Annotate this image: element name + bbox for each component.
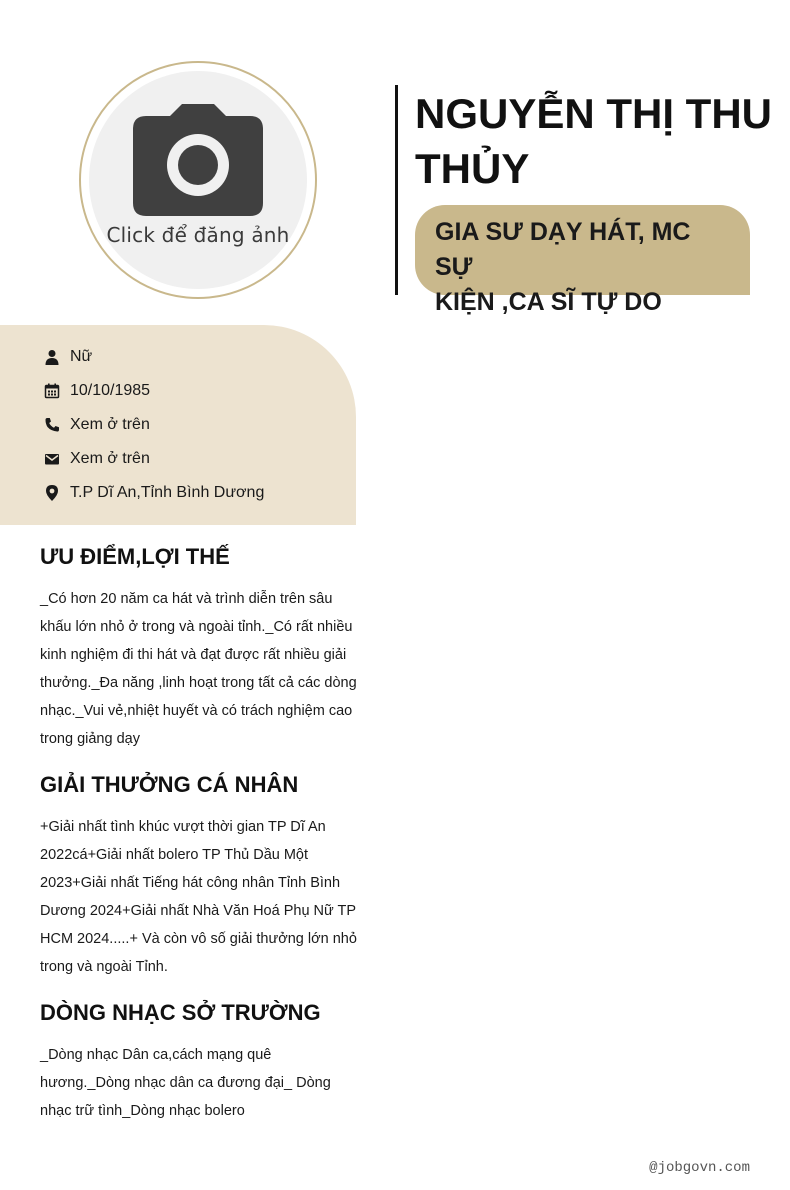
- gender-value: Nữ: [70, 348, 93, 365]
- person-icon: [40, 345, 64, 369]
- section-title-awards: GIẢI THƯỞNG CÁ NHÂN: [40, 772, 299, 797]
- contact-panel: [0, 325, 356, 525]
- section-title-music-genres: DÒNG NHẠC SỞ TRƯỜNG: [40, 1000, 321, 1025]
- location-pin-icon: [40, 481, 64, 505]
- watermark: @jobgovn.com: [649, 1160, 750, 1176]
- contact-email: [40, 447, 150, 471]
- phone-icon: [40, 413, 64, 437]
- mail-icon: [40, 447, 64, 471]
- header-divider: [395, 85, 398, 295]
- camera-icon: [132, 102, 264, 218]
- avatar-upload[interactable]: [89, 71, 307, 289]
- contact-address: [40, 481, 264, 505]
- section-body-awards: +Giải nhất tình khúc vượt thời gian TP Dĩ An 2022cá+Giải nhất bolero TP Thủ Dầu Một 2023+Giải nhất Tiếng hát công nhân Tỉnh Bình Dương 2024+Giải nhất Nhà Văn Hoá Phụ Nữ TP HCM 2024.....+ Và còn vô số giải thưởng lớn nhỏ trong và ngoài Tỉnh.: [40, 819, 357, 975]
- job-title-line: KIỆN ,CA SĨ TỰ DO: [435, 288, 662, 316]
- email-value: Xem ở trên: [70, 450, 150, 467]
- job-title-badge: [415, 205, 750, 316]
- contact-birthday: [40, 379, 150, 403]
- job-title-line: GIA SƯ DẠY HÁT, MC SỰ: [435, 218, 691, 281]
- calendar-icon: [40, 379, 64, 403]
- section-title-strengths: ƯU ĐIỂM,LỢI THẾ: [40, 544, 230, 569]
- candidate-name: NGUYỄN THỊ THU THỦY: [415, 90, 772, 192]
- contact-phone: [40, 413, 150, 437]
- section-body-strengths: _Có hơn 20 năm ca hát và trình diễn trên sâu khấu lớn nhỏ ở trong và ngoài tỉnh._Có rất nhiều kinh nghiệm đi thi hát và đạt được rất nhiều giải thưởng._Đa năng ,linh hoạt trong tất cả các dòng nhạc._Vui vẻ,nhiệt huyết và có trách nghiệm cao trong giảng dạy: [40, 591, 357, 747]
- phone-value: Xem ở trên: [70, 416, 150, 433]
- section-body-music-genres: _Dòng nhạc Dân ca,cách mạng quê hương._Dòng nhạc dân ca đương đại_ Dòng nhạc trữ tình_Dòng nhạc bolero: [40, 1047, 331, 1119]
- contact-gender: [40, 345, 92, 369]
- avatar-upload-label: Click để đăng ảnh: [106, 223, 290, 247]
- address-value: T.P Dĩ An,Tỉnh Bình Dương: [70, 484, 265, 501]
- birthday-value: 10/10/1985: [70, 382, 151, 399]
